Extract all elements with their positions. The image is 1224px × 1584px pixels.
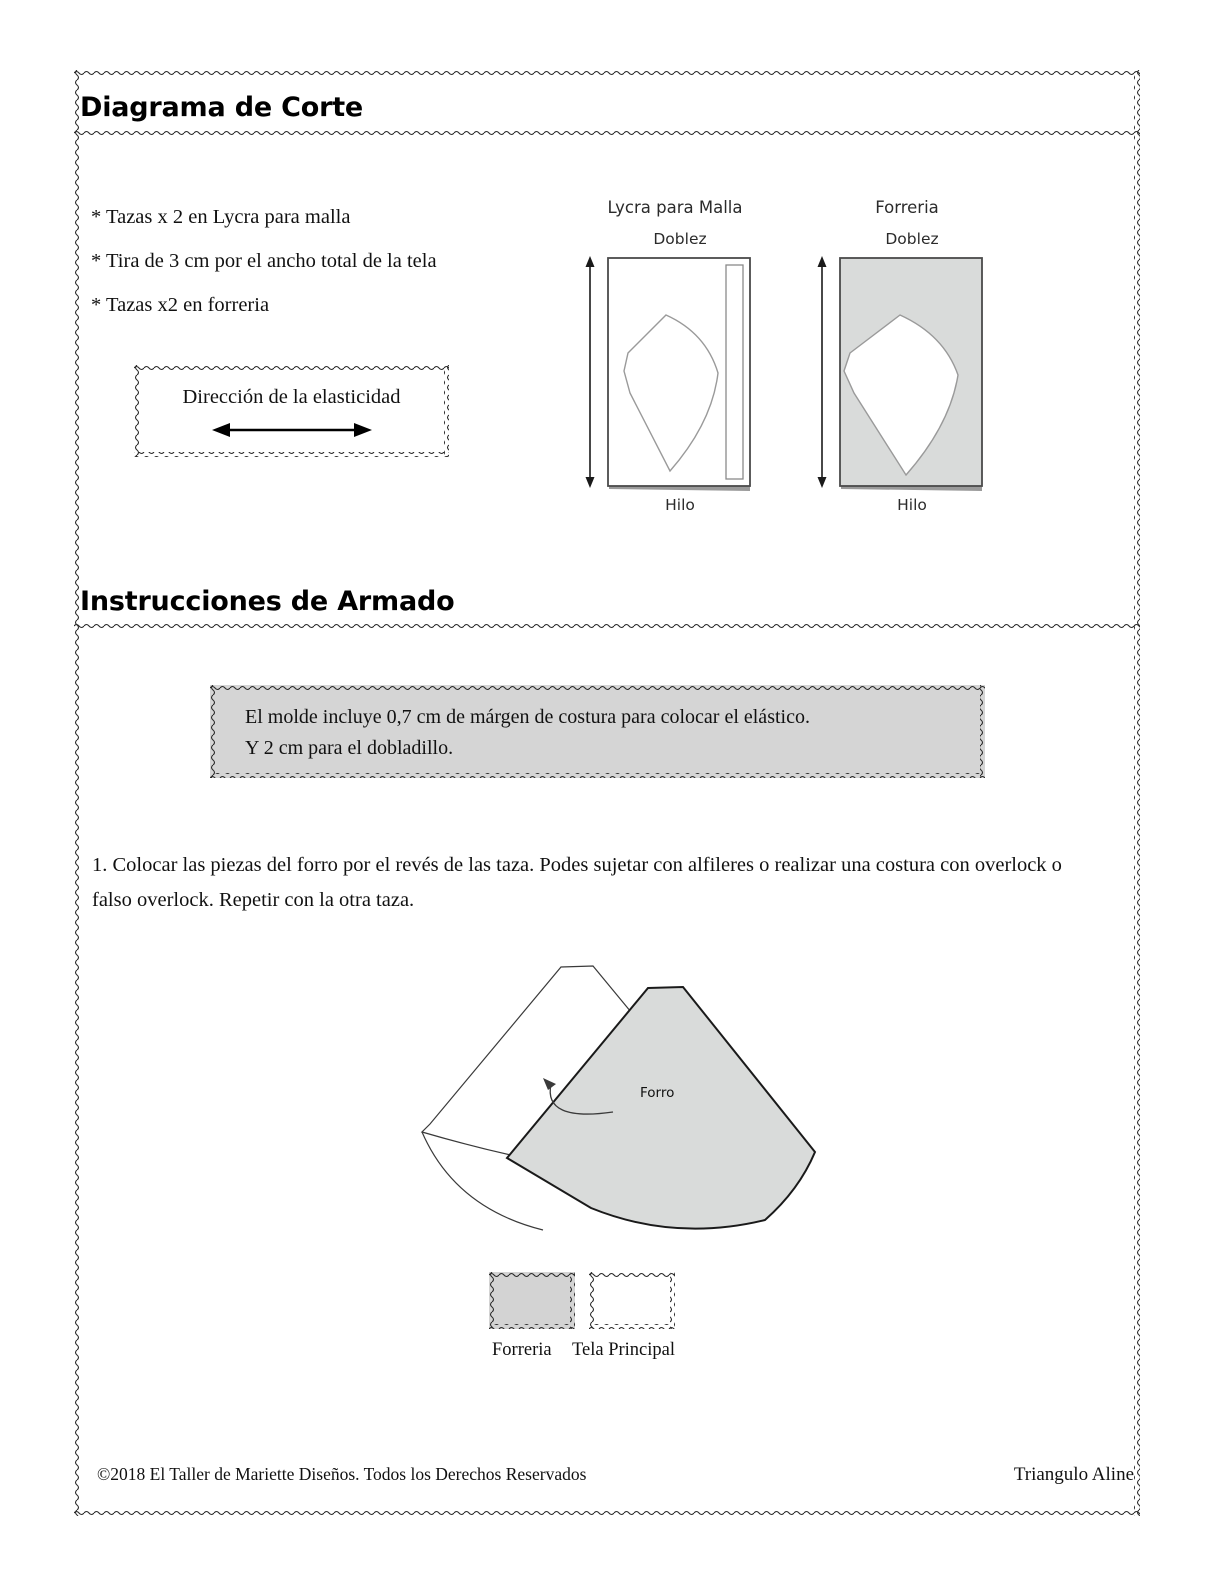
elasticity-direction-label: Dirección de la elasticidad bbox=[182, 386, 401, 408]
layout-forreria-illustration bbox=[812, 253, 1002, 493]
list-item: * Tira de 3 cm por el ancho total de la tela bbox=[91, 250, 437, 272]
layout-top-label-doblez: Doblez bbox=[653, 230, 707, 248]
section-divider-armado bbox=[74, 623, 1140, 630]
cutting-layout-forreria bbox=[812, 198, 1002, 518]
fabric-legend bbox=[489, 1272, 689, 1382]
section-divider-corte bbox=[74, 130, 1140, 137]
layout-lycra-illustration bbox=[580, 253, 770, 493]
layout-bottom-label-hilo: Hilo bbox=[665, 496, 695, 514]
cutting-requirements-list bbox=[91, 195, 561, 327]
layout-bottom-label-hilo: Hilo bbox=[897, 496, 927, 514]
layout-title-forreria: Forreria bbox=[875, 198, 939, 217]
list-item: * Tazas x 2 en Lycra para malla bbox=[91, 206, 351, 228]
footer-pattern-name: Triangulo Aline bbox=[1013, 1464, 1134, 1485]
grain-arrow-icon bbox=[586, 256, 595, 488]
legend-swatch-tela-principal bbox=[589, 1272, 675, 1329]
cutting-layout-lycra bbox=[580, 198, 770, 518]
legend-swatch-forreria bbox=[489, 1272, 575, 1329]
footer-copyright: ©2018 El Taller de Mariette Diseños. Todos los Derechos Reservados bbox=[97, 1464, 587, 1484]
legend-caption-tela-principal: Tela Principal bbox=[572, 1340, 675, 1360]
lining-label: Forro bbox=[640, 1085, 675, 1101]
layout-top-label-doblez: Doblez bbox=[885, 230, 939, 248]
section-title-diagrama-de-corte: Diagrama de Corte bbox=[80, 92, 364, 123]
seam-allowance-note-box bbox=[210, 685, 985, 778]
layout-title-lycra: Lycra para Malla bbox=[607, 198, 743, 217]
elasticity-double-arrow-icon bbox=[134, 420, 449, 445]
cup-overlap-diagram bbox=[395, 940, 845, 1240]
assembly-step-1: 1. Colocar las piezas del forro por el revés de las taza. Podes sujetar con alfileres o realizar una costura con overlock o falso overlock. Repetir con la otra taza. bbox=[92, 854, 1062, 911]
legend-caption-forreria: Forreria bbox=[492, 1340, 552, 1360]
elasticity-direction-box bbox=[134, 365, 449, 457]
section-title-instrucciones-de-armado: Instrucciones de Armado bbox=[80, 586, 455, 617]
grain-arrow-icon bbox=[818, 256, 827, 488]
note-line-1: El molde incluye 0,7 cm de márgen de costura para colocar el elástico. bbox=[245, 706, 810, 728]
list-item: * Tazas x2 en forreria bbox=[91, 294, 270, 316]
assembly-illustration bbox=[395, 940, 845, 1240]
note-text bbox=[245, 702, 965, 764]
note-line-2: Y 2 cm para el dobladillo. bbox=[245, 737, 454, 759]
tira-strip-piece bbox=[726, 265, 743, 479]
